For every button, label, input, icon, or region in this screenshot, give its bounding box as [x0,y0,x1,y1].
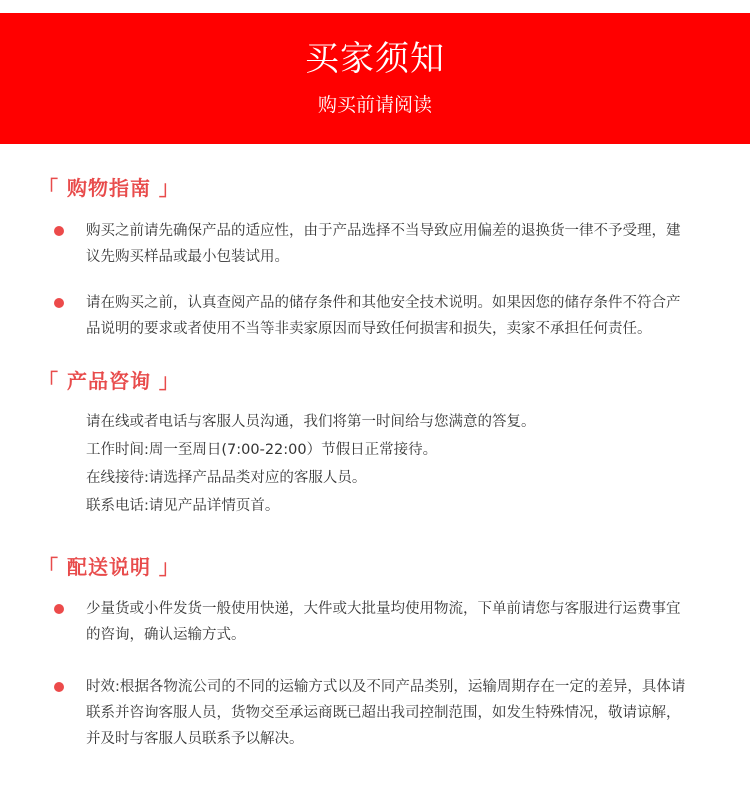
list-item-text: 请在购买之前，认真查阅产品的储存条件和其他安全技术说明。如果因您的储存条件不符合产品说明的要求或者使用不当等非卖家原因而导致任何损害和损失，卖家不承担任何责任。 [86,295,681,337]
bullet-dot-icon [54,604,64,614]
section-title-shopping-guide: 「 购物指南 」 [38,176,180,200]
header-banner [0,13,750,144]
bullet-dot-icon [54,226,64,236]
list-item-text: 少量货或小件发货一般使用快递，大件或大批量均使用物流，下单前请您与客服进行运费事宜的咨询，确认运输方式。 [86,601,681,643]
bullet-dot-icon [54,298,64,308]
list-item-text: 购买之前请先确保产品的适应性，由于产品选择不当导致应用偏差的退换货一律不予受理，建议先购买样品或最小包装试用。 [86,223,681,265]
list-item-text: 时效:根据各物流公司的不同的运输方式以及不同产品类别，运输周期存在一定的差异，具体请联系并咨询客服人员，货物交至承运商既已超出我司控制范围，如发生特殊情况，敬请谅解，并及时与客服人员联系予以解决。 [86,679,686,747]
section-title-delivery: 「 配送说明 」 [38,555,180,579]
info-line: 请在线或者电话与客服人员沟通，我们将第一时间给与您满意的答复。 [86,414,536,430]
info-line-online: 在线接待:请选择产品品类对应的客服人员。 [86,470,367,486]
page-subtitle: 购买前请阅读 [317,94,432,116]
page-title: 买家须知 [305,39,445,79]
info-line-hours: 工作时间:周一至周日(7:00-22:00）节假日正常接待。 [86,442,438,458]
bullet-dot-icon [54,682,64,692]
info-line-phone: 联系电话:请见产品详情页首。 [86,498,280,514]
section-title-product-consult: 「 产品咨询 」 [38,369,180,393]
